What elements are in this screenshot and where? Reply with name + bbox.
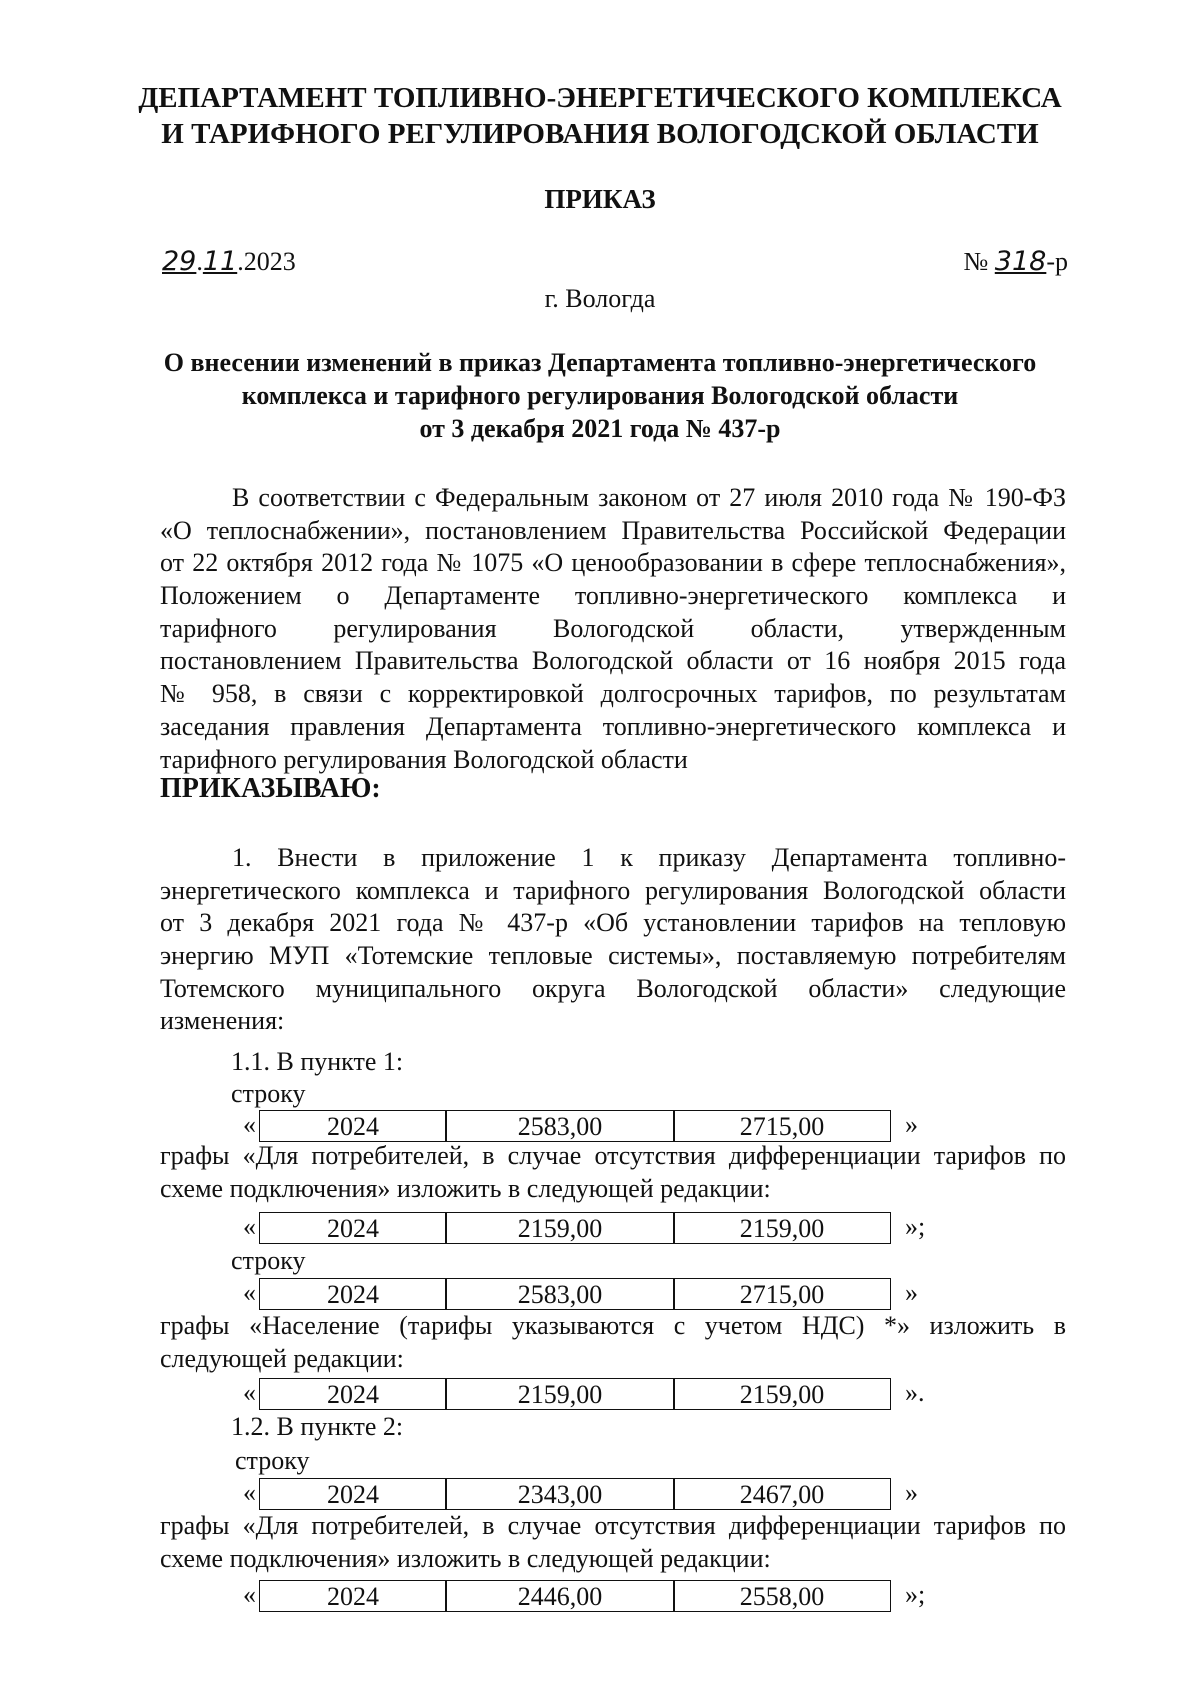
year-cell: 2024 (259, 1478, 447, 1510)
order-number (963, 246, 1068, 277)
date-sep-2: . (237, 247, 244, 276)
city: г. Вологда (544, 284, 656, 313)
preamble-line: от 22 октября 2012 года № 1075 «О ценообразовании в сфере теплоснабжения», (160, 548, 1066, 578)
year-cell: 2024 (259, 1580, 447, 1612)
stroku-label: строку (235, 1446, 310, 1475)
preamble-line: тарифного регулирования Вологодской области, утвержденным (160, 613, 1066, 643)
preamble-paragraph (160, 482, 1066, 776)
order-subject (0, 346, 1200, 445)
grafy-a-paragraph-2 (160, 1510, 1066, 1575)
tariff-row (229, 1212, 949, 1246)
grafy-b-paragraph (160, 1310, 1066, 1375)
item-1-line: изменения: (160, 1006, 285, 1036)
value-cell-1: 2159,00 (445, 1212, 675, 1244)
department-header (0, 80, 1200, 152)
date-day: 29 (162, 246, 197, 277)
grafy-a-paragraph (160, 1140, 1066, 1205)
preamble-line: тарифного регулирования Вологодской области (160, 744, 688, 774)
value-cell-1: 2583,00 (445, 1278, 675, 1310)
preamble-line: «О теплоснабжении», постановлением Правительства Российской Федерации (160, 515, 1066, 545)
preamble-line: заседания правления Департамента топливно-энергетического комплекса и (160, 711, 1066, 741)
value-cell-2: 2715,00 (673, 1110, 891, 1142)
tariff-row (229, 1278, 949, 1312)
item-1-line: энергетического комплекса и тарифного регулирования Вологодской области (160, 875, 1066, 905)
tariff-row (229, 1378, 949, 1412)
order-date (162, 246, 296, 277)
value-cell-2: 2159,00 (673, 1378, 891, 1410)
date-year: 2023 (243, 247, 296, 276)
year-cell: 2024 (259, 1110, 447, 1142)
subitem-1-2: 1.2. В пункте 2: (231, 1412, 404, 1441)
value-cell-2: 2558,00 (673, 1580, 891, 1612)
item-1-paragraph (160, 842, 1066, 1038)
number-value: 318 (994, 246, 1047, 277)
date-month: 11 (202, 246, 238, 277)
subject-line-2: комплекса и тарифного регулирования Вологодской области (241, 381, 959, 410)
value-cell-2: 2159,00 (673, 1212, 891, 1244)
tariff-row (229, 1580, 949, 1614)
tariff-row (229, 1478, 949, 1512)
open-quote: « (243, 1212, 256, 1241)
close-quote: »; (905, 1212, 926, 1241)
item-1-line: Тотемского муниципального округа Вологодской области» следующие (160, 973, 1066, 1003)
preamble-line: В соответствии с Федеральным законом от 27 июля 2010 года № 190-ФЗ (232, 483, 1066, 512)
grafy-a-line: графы «Для потребителей, в случае отсутствия дифференциации тарифов по (160, 1511, 1066, 1540)
item-1-line: от 3 декабря 2021 года № 437-р «Об установлении тарифов на тепловую (160, 908, 1066, 938)
department-header-line-1: ДЕПАРТАМЕНТ ТОПЛИВНО-ЭНЕРГЕТИЧЕСКОГО КОМПЛЕКСА (138, 82, 1062, 114)
stroku-label: строку (231, 1079, 306, 1108)
grafy-a-line: схеме подключения» изложить в следующей редакции: (160, 1173, 771, 1203)
subject-line-3: от 3 декабря 2021 года № 437-р (419, 414, 781, 443)
document-title: ПРИКАЗ (544, 184, 656, 214)
tariff-row (229, 1110, 949, 1144)
close-quote: » (905, 1110, 918, 1139)
year-cell: 2024 (259, 1378, 447, 1410)
open-quote: « (243, 1378, 256, 1407)
value-cell-1: 2583,00 (445, 1110, 675, 1142)
stroku-label: строку (231, 1246, 306, 1275)
item-1-line: энергию МУП «Тотемские тепловые системы», поставляемую потребителям (160, 941, 1066, 971)
open-quote: « (243, 1580, 256, 1609)
grafy-b-line: следующей редакции: (160, 1343, 404, 1373)
close-quote: » (905, 1278, 918, 1307)
year-cell: 2024 (259, 1278, 447, 1310)
value-cell-2: 2715,00 (673, 1278, 891, 1310)
subject-line-1: О внесении изменений в приказ Департамента топливно-энергетического (163, 348, 1037, 377)
close-quote: ». (905, 1378, 925, 1407)
preamble-line: № 958, в связи с корректировкой долгосрочных тарифов, по результатам (160, 679, 1066, 709)
preamble-line: Положением о Департаменте топливно-энергетического комплекса и (160, 581, 1066, 611)
subitem-1-1: 1.1. В пункте 1: (231, 1047, 404, 1076)
open-quote: « (243, 1110, 256, 1139)
date-sep-1: . (196, 247, 203, 276)
close-quote: » (905, 1478, 918, 1507)
order-word: ПРИКАЗЫВАЮ: (160, 773, 381, 804)
year-cell: 2024 (259, 1212, 447, 1244)
item-1-line: 1. Внести в приложение 1 к приказу Департамента топливно- (232, 843, 1066, 872)
number-prefix: № (963, 247, 995, 276)
preamble-line: постановлением Правительства Вологодской области от 16 ноября 2015 года (160, 646, 1066, 676)
number-suffix: -р (1046, 247, 1068, 276)
grafy-a-line: схеме подключения» изложить в следующей редакции: (160, 1543, 771, 1573)
value-cell-1: 2446,00 (445, 1580, 675, 1612)
open-quote: « (243, 1278, 256, 1307)
open-quote: « (243, 1478, 256, 1507)
value-cell-1: 2343,00 (445, 1478, 675, 1510)
grafy-a-line: графы «Для потребителей, в случае отсутствия дифференциации тарифов по (160, 1141, 1066, 1170)
value-cell-1: 2159,00 (445, 1378, 675, 1410)
grafy-b-line: графы «Население (тарифы указываются с учетом НДС) *» изложить в (160, 1311, 1066, 1340)
value-cell-2: 2467,00 (673, 1478, 891, 1510)
close-quote: »; (905, 1580, 926, 1609)
department-header-line-2: И ТАРИФНОГО РЕГУЛИРОВАНИЯ ВОЛОГОДСКОЙ ОБЛАСТИ (161, 118, 1039, 150)
